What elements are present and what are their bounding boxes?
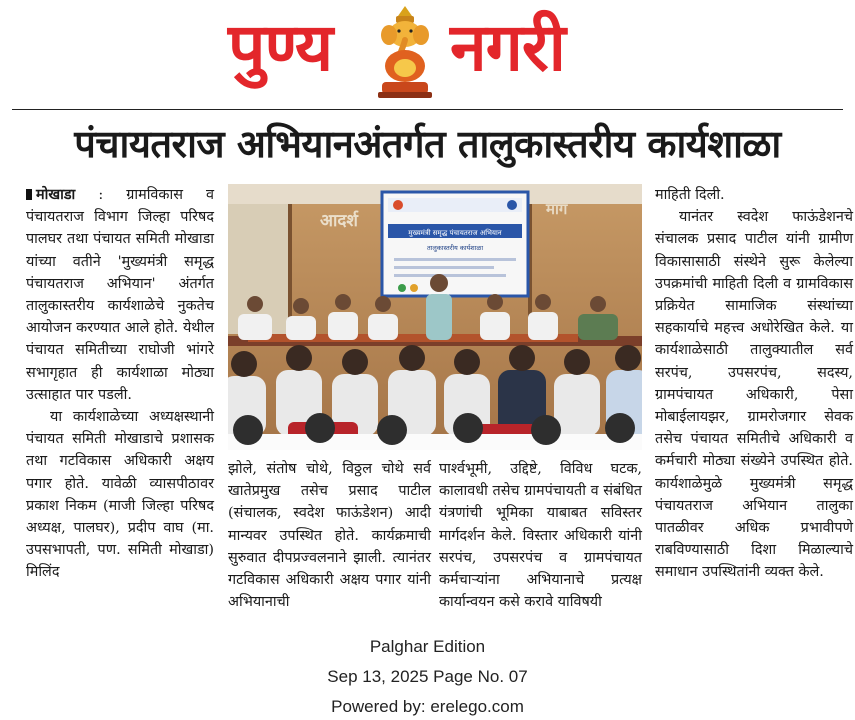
article-column-3 bbox=[439, 458, 642, 613]
svg-text:आदर्श: आदर्श bbox=[320, 211, 358, 231]
edition-label: Palghar Edition bbox=[369, 637, 486, 656]
article-column-4 bbox=[655, 184, 853, 584]
paragraph-intro: ग्रामविकास व पंचायतराज विभाग जिल्हा परिषद पालघर तथा पंचायत समिती मोखाडा यांच्या वतीने 'मुख्यमंत्री समृद्ध पंचायतराज अभियान' अंतर्गत तालुकास्तरीय कार्यशाळेचे नुकतेच आयोजन करण्यात आले होते. येथील पंचायत समितीच्या राघोजी भांगरे सभागृहात ही कार्यशाळा मोठ्या उत्साहात पार पडली. bbox=[26, 187, 215, 403]
paragraph-guidance: पार्श्वभूमी, उद्दिष्टे, विविध घटक, कालावधी तसेच ग्रामपंचायती व संबंधित यंत्रणांची भूमिका याबाबत सविस्तर मार्गदर्शन केले. विस्तार अधिकारी यांनी सरपंच, उपसरपंच व ग्रामपंचायत कर्मचाऱ्यांना अभियानाचे प्रत्यक्ष कार्यान्वयन कसे करावे याविषयी bbox=[439, 461, 642, 611]
article-column-2 bbox=[228, 458, 431, 613]
paragraph-presiding: या कार्यशाळेच्या अध्यक्षस्थानी पंचायत समिती मोखाडाचे प्रशासक तथा गटविकास अधिकारी अक्षय पगार होते. यावेळी व्यासपीठावर प्रकाश निकम (माजी जिल्हा परिषद अध्यक्ष, पालघर), प्रदीप वाघ (मा. उपसभापती, पण. समिती मोखाडा) मिलिंद bbox=[26, 409, 214, 581]
ganesha-logo-icon bbox=[372, 4, 438, 100]
masthead-divider bbox=[12, 109, 843, 110]
photo-banner-title: मुख्यमंत्री समृद्ध पंचायतराज अभियान bbox=[408, 229, 502, 237]
dateline: मोखाडा bbox=[36, 186, 76, 203]
svg-text:माग: माग bbox=[546, 200, 568, 218]
article-headline: पंचायतराज अभियानअंतर्गत तालुकास्तरीय कार्यशाळा bbox=[74, 122, 781, 166]
masthead-title-left: पुण्य bbox=[228, 9, 333, 86]
powered-by-label: Powered by: erelego.com bbox=[331, 697, 524, 716]
masthead bbox=[0, 0, 855, 108]
paragraph-conclusion: यानंतर स्वदेश फाऊंडेशनचे संचालक प्रसाद पाटील यांनी ग्रामीण विकासासाठी संस्थेने सुरू केलेल्या उपक्रमांची माहिती दिली व ग्रामविकास प्रक्रियेत सामाजिक संस्थांच्या सहकार्याचे महत्त्व अधोरेखित केले. या कार्यशाळेसाठी तालुक्यातील सर्व सरपंच, उपसरपंच, सदस्य, ग्रामपंचायत अधिकारी, पेसा मोबाईलायझर, ग्रामरोजगार सेवक तसेच पंचायत समितीचे अधिकारी व कर्मचारी मोठ्या संख्येने उपस्थित होते. कार्यशाळेमुळे मुख्यमंत्री समृद्ध पंचायतराज अभियान तालुका पातळीवर अधिक प्रभावीपणे राबविण्यासाठी दिशा मिळाल्याचे समाधान उपस्थितांनी व्यक्त केले. bbox=[655, 209, 853, 581]
date-page-label: Sep 13, 2025 Page No. 07 bbox=[327, 667, 528, 686]
paragraph-continued: माहिती दिली. bbox=[655, 187, 725, 203]
masthead-title-right: नगरी bbox=[450, 9, 565, 86]
event-photo bbox=[228, 184, 642, 450]
article-column-1: मोखाडा : ग्रामविकास व पंचायतराज विभाग जिल्हा परिषद पालघर तथा पंचायत समिती मोखाडा यांच्या वतीने 'मुख्यमंत्री समृद्ध पंचायतराज अभियान' अंतर्गत तालुकास्तरीय कार्यशाळेचे नुकतेच आयोजन करण्यात आले होते. येथील पंचायत समितीच्या राघोजी भांगरे सभागृहात ही कार्यशाळा मोठ्या उत्साहात पार पडली. या कार्यशाळेच्या अध्यक्षस्थानी पंचायत समिती मोखाडाचे प्रशासक तथा गटविकास अधिकारी अक्षय पगार होते. यावेळी व्यासपीठावर प्रकाश निकम (माजी जिल्हा परिषद अध्यक्ष, पालघर), प्रदीप वाघ (मा. उपसभापती, पण. समिती मोखाडा) मिलिंद bbox=[26, 184, 214, 584]
paragraph-dignitaries: झोले, संतोष चोथे, विठ्ठल चोथे सर्व खातेप्रमुख तसेच प्रसाद पाटील (संचालक, स्वदेश फाऊंडेशन) आदी मान्यवर उपस्थित होते. कार्यक्रमाची सुरुवात दीपप्रज्वलनाने झाली. त्यानंतर गटविकास अधिकारी अक्षय पगार यांनी अभियानाची bbox=[228, 461, 431, 611]
dateline-bullet-icon bbox=[26, 189, 32, 200]
photo-banner-subtitle: तालुकास्तरीय कार्यशाळा bbox=[426, 244, 484, 252]
